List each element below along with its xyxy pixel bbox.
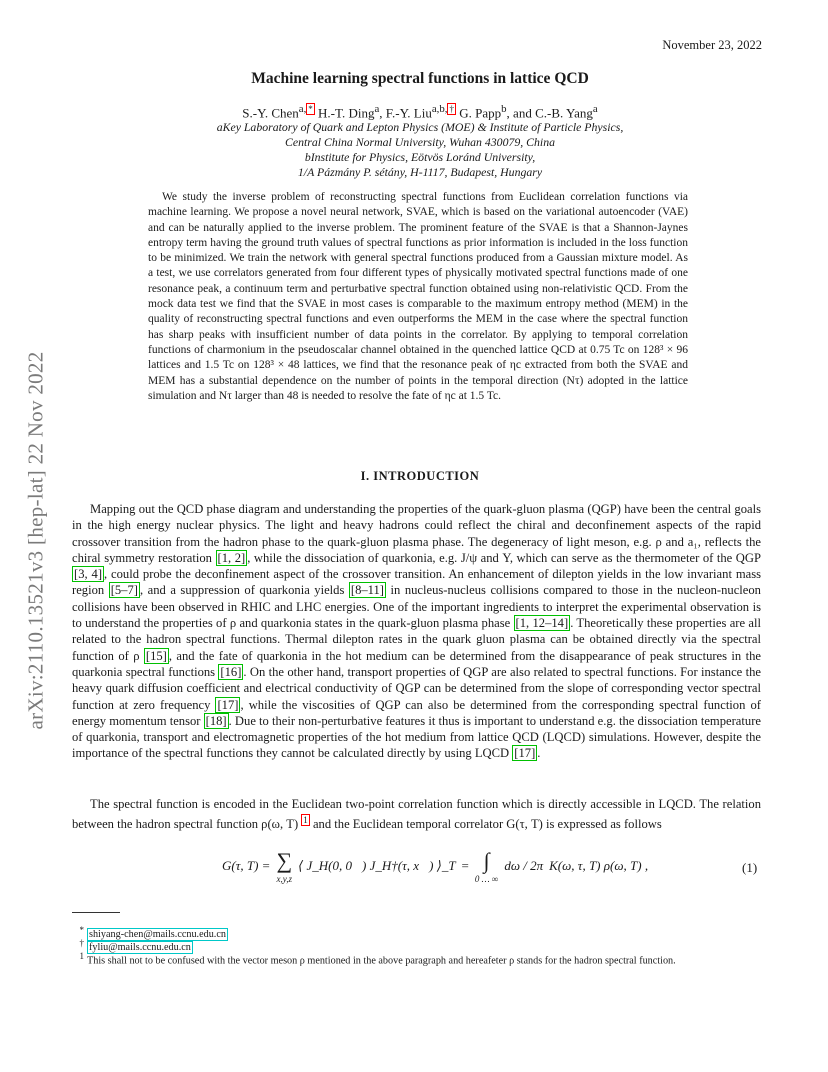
sum-symbol: ∑ (276, 848, 293, 873)
footnote-link[interactable]: 1 (303, 815, 308, 826)
footnote-link[interactable]: * (308, 104, 313, 114)
author-affil-mark: a,b, (431, 103, 448, 115)
affiliation-line: aKey Laboratory of Quark and Lepton Physics (MOE) & Institute of Particle Physics, (216, 120, 624, 134)
footnote-link[interactable]: † (449, 104, 454, 114)
intro-paragraph (72, 796, 761, 833)
affiliation-line: bInstitute for Physics, Eötvös Loránd University, (304, 150, 536, 164)
footnote-divider (72, 912, 120, 913)
body-text: . Theoretically these properties are all related to the hadron spectral functions. Thermal dilepton rates in the quark gluon plasma can be obtained directly via the spectral function of ρ (72, 616, 761, 663)
citation-link[interactable]: [18] (205, 713, 227, 728)
body-text: , and the fate of quarkonia in the hot medium can be determined from the disappearance of peak structures in the quarkonia spectral functions (72, 648, 761, 679)
author-list (70, 103, 770, 121)
citation-link[interactable]: [17] (514, 746, 536, 761)
body-text: . (537, 746, 541, 761)
sum-operator (276, 848, 292, 884)
correlator-expression: ⟨ J_H(0, 0⃗) J_H†(τ, x⃗) ⟩_T (298, 858, 456, 873)
body-text: The spectral function is encoded in the Euclidean two-point correlation function which is directly accessible in LQCD. The relation between the hadron spectral function ρ(ω, T) (72, 797, 761, 832)
citation-link[interactable]: [3, 4] (74, 567, 103, 582)
equals-sign: = (461, 858, 469, 873)
body-text: , while the viscosities of QGP can also be determined from the corresponding spectral function of energy momentum tensor (72, 697, 761, 728)
body-text: , and a suppression of quarkonia yields (139, 583, 349, 598)
equation-lhs: G(τ, T) = (222, 858, 271, 873)
citation-link[interactable]: [17] (217, 697, 239, 712)
body-text: and the Euclidean temporal correlator G(τ, T) is expressed as follows (309, 817, 662, 832)
equation-number: (1) (742, 860, 758, 875)
body-text: in nucleus-nucleus collisions compared to those in the nucleon-nucleon collisions have been observed in RHIC and LHC energies. One of the important ingredients to interpret the experimental observation is to understand the properties of ρ and quarkonia states in the quark-gluon plasma phase (72, 583, 761, 631)
arxiv-sidebar-identifier (12, 285, 60, 795)
body-text: Mapping out the QCD phase diagram and understanding the properties of the quark-gluon plasma (QGP) have been the central goals in the high energy nuclear physics. The light and heavy hadrons could reflect the chiral and deconfinement aspects of the rapid crossover transition from the hadron phase to the quark-gluon plasma phase. The degeneracy of light meson, e.g. ρ and a₁, reflects the chiral symmetry restoration (72, 502, 761, 565)
footnote-text: This shall not to be confused with the vector meson ρ mentioned in the above paragraph and hereafeter ρ stands for the hadron spectral function. (87, 955, 676, 967)
email-link[interactable]: shiyang-chen@mails.ccnu.edu.cn (89, 929, 226, 941)
kernel-expression: K(ω, τ, T) ρ(ω, T) , (549, 858, 649, 873)
body-text: , while the dissociation of quarkonia, e.g. J/ψ and Υ, which can serve as the thermometer of the QGP (247, 550, 761, 565)
intro-paragraph (72, 501, 761, 762)
body-text: . On the other hand, transport properties of QGP are also related to spectral functions. For instance the heavy quark diffusion coefficient and electrical conductivity of QGP can be determined from the slope of corresponding vector spectral function at zero frequency (72, 664, 761, 712)
measure: dω / 2π (504, 858, 544, 873)
equation-1 (222, 848, 648, 884)
author-affil-mark: a (592, 103, 598, 115)
integral-symbol: ∫ (483, 848, 490, 873)
citation-link[interactable]: [8–11] (350, 583, 384, 598)
citation-link[interactable]: [15] (145, 648, 167, 663)
email-link[interactable]: fyliu@mails.ccnu.edu.cn (89, 942, 191, 954)
author-affil-mark: a (374, 103, 380, 115)
arxiv-id-text: arXiv:2110.13521v3 [hep-lat] 22 Nov 2022 (23, 350, 48, 730)
affiliations (120, 120, 720, 180)
body-text: . Due to their non-perturbative features it thus is important to understand e.g. the dissociation temperature of quarkonia, transport and electromagnetic properties of the hot medium from lattice QCD (LQCD) simulations. However, despite the importance of the spectral functions they cannot be calculated directly by using LQCD (72, 713, 761, 761)
section-heading: I. INTRODUCTION (360, 469, 480, 483)
citation-link[interactable]: [1, 2] (217, 550, 246, 565)
header-date: November 23, 2022 (662, 38, 762, 52)
footnote-mark: † (79, 938, 84, 948)
body-text: , could probe the deconfinement aspect of the crossover transition. An enhancement of dilepton yields in the low invariant mass region (72, 567, 762, 598)
author-name: H.-T. Ding (314, 105, 375, 121)
author-name: S.-Y. Chen (242, 105, 299, 121)
affiliation-line: 1/A Pázmány P. sétány, H-1117, Budapest, Hungary (297, 165, 543, 179)
author-name: , and C.-B. Yang (506, 105, 593, 121)
citation-link[interactable]: [5–7] (110, 583, 138, 598)
affiliation-line: Central China Normal University, Wuhan 430079, China (284, 135, 556, 149)
author-affil-mark: b (501, 103, 507, 115)
author-name: , F.-Y. Liu (379, 105, 432, 121)
author-name: G. Papp (455, 105, 502, 121)
integral-limits: 0 … ∞ (474, 874, 499, 884)
paper-title: Machine learning spectral functions in lattice QCD (251, 70, 589, 87)
citation-link[interactable]: [1, 12–14] (515, 616, 569, 631)
integral-operator (475, 848, 498, 884)
sum-subscript: x,y,z (276, 874, 293, 884)
author-affil-mark: a, (298, 103, 307, 115)
footnote-mark: 1 (79, 951, 84, 961)
footnote (72, 950, 777, 968)
footnote-mark: * (79, 925, 84, 935)
citation-link[interactable]: [16] (220, 664, 242, 679)
abstract: We study the inverse problem of reconstructing spectral functions from Euclidean correlation functions via machine learning. We propose a novel neural network, SVAE, which is based on the variational autoencoder (VAE) and can be naturally applied to the inverse problem. The prominent feature of the SVAE is that a Shannon-Jaynes entropy term having the ground truth values of spectral functions as prior information is included in the loss function to be minimized. We train the network with general spectral functions produced from a Gaussian mixture model. As a test, we use correlators generated from four different types of physically motivated spectral functions made of one resonance peak, a continuum term and perturbative spectral function obtained using non-relativistic QCD. From the mock data test we find that the SVAE in most cases is comparable to the maximum entropy method (MEM) in the quality of reconstructing spectral functions and even outperforms the MEM in the case where the spectral function has sharp peaks with insufficient number of data points in the correlator. By applying to temporal correlation functions of charmonium in the pseudoscalar channel obtained in the quenched lattice QCD at 0.75 Tc on 128³ × 96 lattices and 1.5 Tc on 128³ × 48 lattices, we find that the resonance peak of ηc extracted from both the SVAE and MEM has a substantial dependence on the number of points in the temporal direction (Nτ) adopted in the lattice simulation and Nτ larger than 48 is needed to resolve the fate of ηc at 1.5 Tc. (148, 191, 688, 402)
